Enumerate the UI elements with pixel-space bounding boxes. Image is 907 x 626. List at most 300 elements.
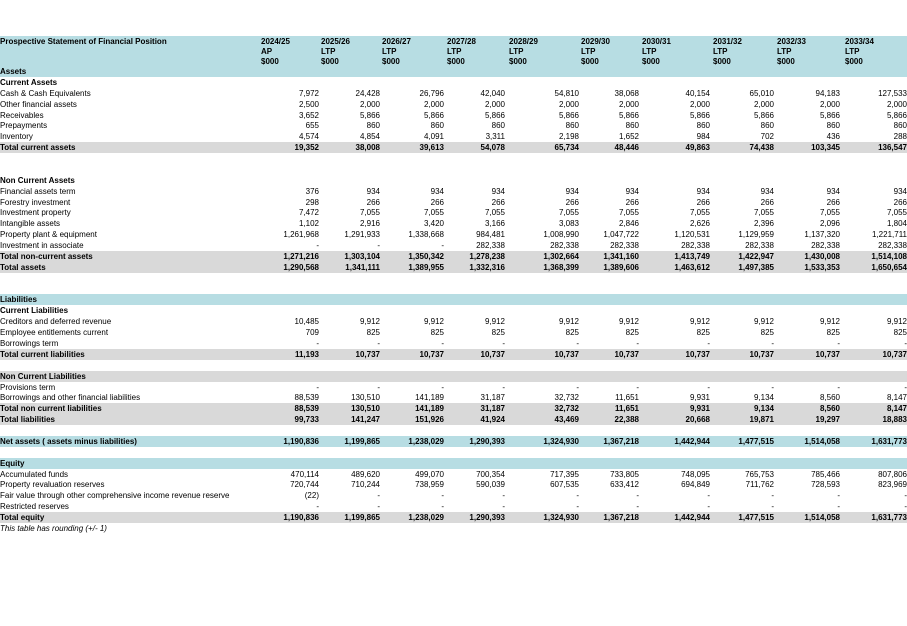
table-cell: - <box>576 339 579 348</box>
table-cell: 127,533 <box>878 88 907 98</box>
table-cell: 2,000 <box>484 99 505 109</box>
column-header-unit: $000 <box>845 57 863 66</box>
table-cell: 38,068 <box>614 88 639 98</box>
table-cell: 1,324,930 <box>543 436 579 446</box>
table-cell: 88,539 <box>294 393 319 403</box>
table-cell: 1,341,111 <box>345 262 380 272</box>
table-cell: 934 <box>893 186 907 196</box>
table-cell: 10,737 <box>815 349 840 359</box>
table-cell: 151,926 <box>415 415 444 425</box>
table-cell: 39,613 <box>419 143 444 153</box>
row-label: Borrowings and other financial liabilities <box>0 393 141 403</box>
table-cell: 65,734 <box>554 143 579 153</box>
row-label: Restricted reserves <box>0 502 69 512</box>
table-cell: - <box>441 241 444 251</box>
table-row <box>0 175 907 186</box>
table-cell: 38,008 <box>355 143 380 153</box>
column-header-type: LTP <box>777 47 792 56</box>
table-cell: 2,000 <box>423 99 444 109</box>
table-cell: - <box>441 502 444 512</box>
table-cell: 1,514,058 <box>804 513 840 523</box>
table-cell: 19,352 <box>294 143 319 153</box>
table-cell: 10,737 <box>554 349 579 359</box>
table-cell: - <box>502 339 505 348</box>
table-cell: 2,500 <box>298 99 319 109</box>
table-row <box>0 458 907 469</box>
table-cell: 7,055 <box>819 208 840 218</box>
table-row <box>0 99 907 110</box>
table-cell: 54,810 <box>554 88 579 98</box>
table-cell: 720,744 <box>290 480 319 490</box>
table-row <box>0 186 907 197</box>
table-cell: 934 <box>491 186 505 196</box>
table-cell: - <box>502 491 505 501</box>
table-cell: (22) <box>304 491 319 501</box>
table-cell: 825 <box>565 328 579 338</box>
table-row <box>0 382 907 393</box>
table-cell: 1,324,930 <box>543 513 579 523</box>
column-header-type: LTP <box>382 47 397 56</box>
table-cell: 5,866 <box>484 110 505 120</box>
table-cell: 2,000 <box>689 99 710 109</box>
column-header-year: 2025/26 <box>321 37 350 46</box>
table-cell: 2,396 <box>753 219 774 229</box>
table-cell: 2,000 <box>886 99 907 109</box>
row-label: Financial assets term <box>0 186 76 196</box>
table-cell: 1,199,865 <box>344 513 380 523</box>
table-cell: - <box>441 382 444 392</box>
table-cell: 40,154 <box>685 88 710 98</box>
table-row <box>0 327 907 338</box>
table-cell: 2,916 <box>359 219 380 229</box>
table-cell: 32,732 <box>554 404 579 414</box>
table-cell: - <box>502 382 505 392</box>
table-cell: 1,303,104 <box>344 251 380 261</box>
table-cell: 8,560 <box>819 404 840 414</box>
row-label: Accumulated funds <box>0 469 69 479</box>
table-cell: 860 <box>893 121 907 131</box>
table-cell: - <box>377 382 380 392</box>
table-row <box>0 490 907 501</box>
table-row <box>0 251 907 262</box>
table-cell: 607,535 <box>550 480 579 490</box>
table-cell: 2,198 <box>558 132 579 142</box>
table-cell: 7,055 <box>484 208 505 218</box>
table-cell: 266 <box>430 197 444 207</box>
table-cell: 9,134 <box>753 404 774 414</box>
table-row <box>0 229 907 240</box>
table-cell: 282,338 <box>878 241 907 251</box>
row-label: Receivables <box>0 110 44 120</box>
column-header-unit: $000 <box>382 57 400 66</box>
table-cell: 860 <box>366 121 380 131</box>
table-cell: 436 <box>826 132 840 142</box>
table-cell: 860 <box>565 121 579 131</box>
spacer-row <box>0 425 907 436</box>
row-label: Net assets ( assets minus liabilities) <box>0 436 137 446</box>
table-cell: 2,000 <box>819 99 840 109</box>
row-label: Inventory <box>0 132 33 142</box>
table-cell: 860 <box>696 121 710 131</box>
table-cell: 1,497,385 <box>738 262 774 272</box>
table-cell: 5,866 <box>359 110 380 120</box>
table-cell: 20,668 <box>685 415 710 425</box>
table-cell: 1,278,238 <box>469 251 505 261</box>
row-label: Current Liabilities <box>0 306 69 316</box>
table-cell: 74,438 <box>749 143 774 153</box>
table-cell: 1,291,933 <box>344 230 380 240</box>
column-header-type: AP <box>261 47 273 56</box>
table-cell: 655 <box>305 121 319 131</box>
table-cell: 24,428 <box>355 88 380 98</box>
table-cell: 10,485 <box>294 317 319 327</box>
row-label: Borrowings term <box>0 339 59 348</box>
table-cell: 9,912 <box>423 317 444 327</box>
table-cell: 9,912 <box>618 317 639 327</box>
table-cell: 19,871 <box>749 415 774 425</box>
table-row <box>0 436 907 447</box>
table-row <box>0 501 907 512</box>
table-row <box>0 207 907 218</box>
table-cell: 1,137,320 <box>804 230 840 240</box>
table-cell: 934 <box>760 186 774 196</box>
table-cell: 1,389,955 <box>408 262 444 272</box>
table-cell: 1,650,654 <box>871 262 907 272</box>
table-cell: 65,010 <box>749 88 774 98</box>
row-label: Current Assets <box>0 77 58 87</box>
table-cell: 42,040 <box>480 88 505 98</box>
row-label: Employee entitlements current <box>0 328 109 338</box>
table-row <box>0 110 907 121</box>
table-cell: 282,338 <box>550 241 579 251</box>
table-cell: - <box>441 491 444 501</box>
table-cell: 733,805 <box>610 469 639 479</box>
table-cell: 54,078 <box>480 143 505 153</box>
column-header-year: 2024/25 <box>261 37 290 46</box>
row-label: Forestry investment <box>0 197 71 207</box>
table-cell: 5,866 <box>558 110 579 120</box>
row-label: This table has rounding (+/- 1) <box>0 523 107 533</box>
table-row <box>0 349 907 360</box>
table-cell: 48,446 <box>614 143 639 153</box>
row-label: Total non-current assets <box>0 251 93 261</box>
table-cell: 141,189 <box>415 404 444 414</box>
table-cell: 7,055 <box>886 208 907 218</box>
table-cell: 7,972 <box>298 88 319 98</box>
table-cell: 1,389,606 <box>603 262 639 272</box>
row-label: Investment in associate <box>0 241 84 251</box>
table-cell: 282,338 <box>681 241 710 251</box>
table-cell: 807,806 <box>878 469 907 479</box>
row-label: Cash & Cash Equivalents <box>0 88 91 98</box>
column-header-unit: $000 <box>581 57 599 66</box>
table-cell: 9,134 <box>753 393 774 403</box>
table-cell: 5,866 <box>689 110 710 120</box>
spacer-row <box>0 153 907 164</box>
table-cell: 633,412 <box>610 480 639 490</box>
column-header-type: LTP <box>581 47 596 56</box>
table-cell: 9,912 <box>359 317 380 327</box>
table-cell: 1,199,865 <box>344 436 380 446</box>
table-cell: 266 <box>565 197 579 207</box>
table-cell: 141,189 <box>415 393 444 403</box>
table-cell: 825 <box>430 328 444 338</box>
table-cell: - <box>576 502 579 512</box>
column-header-year: 2026/27 <box>382 37 411 46</box>
table-cell: 934 <box>430 186 444 196</box>
footnote <box>0 523 907 534</box>
table-cell: 282,338 <box>811 241 840 251</box>
table-header <box>0 36 907 66</box>
table-cell: 825 <box>366 328 380 338</box>
table-cell: 7,055 <box>359 208 380 218</box>
table-cell: 41,924 <box>480 415 505 425</box>
table-cell: - <box>441 339 444 348</box>
table-cell: 934 <box>366 186 380 196</box>
table-cell: 266 <box>826 197 840 207</box>
table-cell: 22,388 <box>614 415 639 425</box>
row-label: Non Current Assets <box>0 175 75 185</box>
table-cell: 825 <box>893 328 907 338</box>
column-header-year: 2030/31 <box>642 37 671 46</box>
table-cell: - <box>707 502 710 512</box>
table-cell: - <box>377 339 380 348</box>
table-row <box>0 88 907 99</box>
table-cell: 4,091 <box>423 132 444 142</box>
table-row <box>0 294 907 305</box>
table-cell: - <box>576 491 579 501</box>
column-header-type: LTP <box>642 47 657 56</box>
table-row <box>0 512 907 523</box>
table-cell: 130,510 <box>351 404 380 414</box>
table-cell: 32,732 <box>554 393 579 403</box>
table-cell: 1,463,612 <box>674 262 710 272</box>
table-row <box>0 479 907 490</box>
table-cell: - <box>502 502 505 512</box>
table-cell: 10,737 <box>419 349 444 359</box>
table-cell: 1,442,944 <box>674 513 710 523</box>
table-cell: 141,247 <box>351 415 380 425</box>
column-header-unit: $000 <box>261 57 279 66</box>
row-label: Assets <box>0 67 27 76</box>
row-label: Liabilities <box>0 295 37 305</box>
table-cell: 860 <box>760 121 774 131</box>
table-cell: 3,083 <box>558 219 579 229</box>
table-cell: - <box>707 491 710 501</box>
table-row <box>0 262 907 273</box>
table-cell: - <box>904 502 907 512</box>
row-label: Other financial assets <box>0 99 77 109</box>
table-cell: 2,846 <box>618 219 639 229</box>
table-cell: 298 <box>305 197 319 207</box>
table-cell: 94,183 <box>815 88 840 98</box>
row-label: Non Current Liabilities <box>0 371 86 381</box>
table-cell: - <box>904 382 907 392</box>
table-cell: 1,652 <box>618 132 639 142</box>
table-cell: 266 <box>366 197 380 207</box>
table-cell: 266 <box>625 197 639 207</box>
table-cell: 8,560 <box>819 393 840 403</box>
table-cell: 282,338 <box>745 241 774 251</box>
table-cell: 9,912 <box>484 317 505 327</box>
row-label: Total current assets <box>0 143 76 153</box>
table-cell: 825 <box>826 328 840 338</box>
table-cell: - <box>316 339 319 348</box>
table-cell: 748,095 <box>681 469 710 479</box>
table-cell: - <box>771 339 774 348</box>
table-cell: 103,345 <box>811 143 840 153</box>
table-cell: 984,481 <box>476 230 505 240</box>
table-cell: 88,539 <box>294 404 319 414</box>
table-cell: 8,147 <box>886 393 907 403</box>
table-cell: 9,931 <box>689 404 710 414</box>
table-cell: 1,367,218 <box>603 513 639 523</box>
table-cell: 711,762 <box>745 480 774 490</box>
table-cell: 1,514,108 <box>871 251 907 261</box>
table-cell: 9,912 <box>558 317 579 327</box>
table-row <box>0 469 907 480</box>
table-cell: 1,631,773 <box>871 513 907 523</box>
table-row <box>0 316 907 327</box>
table-cell: 1,413,749 <box>674 251 710 261</box>
table-cell: 700,354 <box>476 469 505 479</box>
table-row <box>0 240 907 251</box>
table-cell: 26,796 <box>419 88 444 98</box>
table-cell: 10,737 <box>749 349 774 359</box>
row-label: Total assets <box>0 262 46 272</box>
table-cell: 823,969 <box>878 480 907 490</box>
table-row <box>0 77 907 88</box>
table-row <box>0 131 907 142</box>
table-cell: 2,000 <box>558 99 579 109</box>
table-cell: 825 <box>696 328 710 338</box>
table-cell: 43,469 <box>554 415 579 425</box>
table-cell: 266 <box>760 197 774 207</box>
table-cell: 5,866 <box>819 110 840 120</box>
row-label: Total current liabilities <box>0 349 85 359</box>
table-row <box>0 197 907 208</box>
table-cell: 1,514,058 <box>804 436 840 446</box>
table-cell: 5,866 <box>423 110 444 120</box>
table-cell: 4,854 <box>359 132 380 142</box>
table-row <box>0 142 907 153</box>
row-label: Provisions term <box>0 382 56 392</box>
table-cell: 11,651 <box>615 393 639 403</box>
table-cell: - <box>771 382 774 392</box>
row-label: Prepayments <box>0 121 48 131</box>
row-label: Intangible assets <box>0 219 61 229</box>
table-cell: 4,574 <box>298 132 319 142</box>
table-cell: 1,631,773 <box>871 436 907 446</box>
table-cell: 860 <box>826 121 840 131</box>
table-cell: 1,120,531 <box>674 230 710 240</box>
table-cell: 2,000 <box>359 99 380 109</box>
table-row <box>0 392 907 403</box>
table-cell: - <box>707 339 710 348</box>
table-cell: 717,395 <box>550 469 579 479</box>
table-cell: 7,472 <box>298 208 319 218</box>
table-cell: 31,187 <box>480 404 505 414</box>
table-cell: 11,193 <box>294 349 319 359</box>
table-cell: - <box>837 339 840 348</box>
table-cell: 1,477,515 <box>738 513 774 523</box>
table-cell: 49,863 <box>685 143 710 153</box>
table-cell: 1,477,515 <box>738 436 774 446</box>
table-cell: 984 <box>696 132 710 142</box>
table-cell: 1,350,342 <box>408 251 444 261</box>
table-row <box>0 371 907 382</box>
table-cell: 3,652 <box>298 110 319 120</box>
table-cell: 1,290,568 <box>283 262 319 272</box>
column-header-type: LTP <box>321 47 336 56</box>
table-cell: 1,290,393 <box>469 436 505 446</box>
table-cell: 9,912 <box>819 317 840 327</box>
table-cell: - <box>771 491 774 501</box>
table-cell: 1,422,947 <box>738 251 774 261</box>
table-cell: 702 <box>760 132 774 142</box>
table-row <box>0 403 907 414</box>
row-label: Equity <box>0 458 25 468</box>
table-cell: - <box>636 491 639 501</box>
table-cell: 1,430,008 <box>804 251 840 261</box>
table-cell: 5,866 <box>753 110 774 120</box>
table-cell: 1,338,668 <box>408 230 444 240</box>
row-label: Total non current liabilities <box>0 404 102 414</box>
table-row <box>0 338 907 349</box>
spacer-row <box>0 164 907 175</box>
table-cell: - <box>377 241 380 251</box>
table-cell: 2,000 <box>753 99 774 109</box>
column-header-unit: $000 <box>642 57 660 66</box>
row-label: Property revaluation reserves <box>0 480 105 490</box>
row-label: Fair value through other comprehensive income revenue reserve <box>0 491 230 501</box>
table-cell: 489,620 <box>351 469 380 479</box>
table-cell: 738,959 <box>415 480 444 490</box>
spacer-row <box>0 284 907 295</box>
table-cell: 282,338 <box>476 241 505 251</box>
column-header-year: 2032/33 <box>777 37 806 46</box>
table-cell: - <box>904 339 907 348</box>
table-cell: - <box>316 502 319 512</box>
table-cell: - <box>377 491 380 501</box>
table-row <box>0 305 907 316</box>
table-cell: 1,102 <box>298 219 319 229</box>
column-header-type: LTP <box>447 47 462 56</box>
column-header-unit: $000 <box>509 57 527 66</box>
table-title: Prospective Statement of Financial Position <box>0 37 167 46</box>
table-cell: 7,055 <box>558 208 579 218</box>
table-cell: 1,238,029 <box>408 436 444 446</box>
column-header-type: LTP <box>845 47 860 56</box>
table-cell: 709 <box>305 328 319 338</box>
table-cell: 5,866 <box>618 110 639 120</box>
table-cell: 1,804 <box>886 219 907 229</box>
column-header-type: LTP <box>509 47 524 56</box>
column-header-unit: $000 <box>713 57 731 66</box>
column-header-type: LTP <box>713 47 728 56</box>
table-cell: 266 <box>893 197 907 207</box>
table-cell: 11,651 <box>614 404 639 414</box>
table-cell: 1,221,711 <box>872 230 907 240</box>
table-cell: 1,367,218 <box>603 436 639 446</box>
column-header-year: 2031/32 <box>713 37 742 46</box>
table-cell: 3,420 <box>423 219 444 229</box>
table-cell: 470,114 <box>290 469 319 479</box>
table-cell: 10,737 <box>480 349 505 359</box>
table-cell: 1,341,160 <box>603 251 639 261</box>
table-cell: 825 <box>491 328 505 338</box>
column-header-year: 2029/30 <box>581 37 610 46</box>
